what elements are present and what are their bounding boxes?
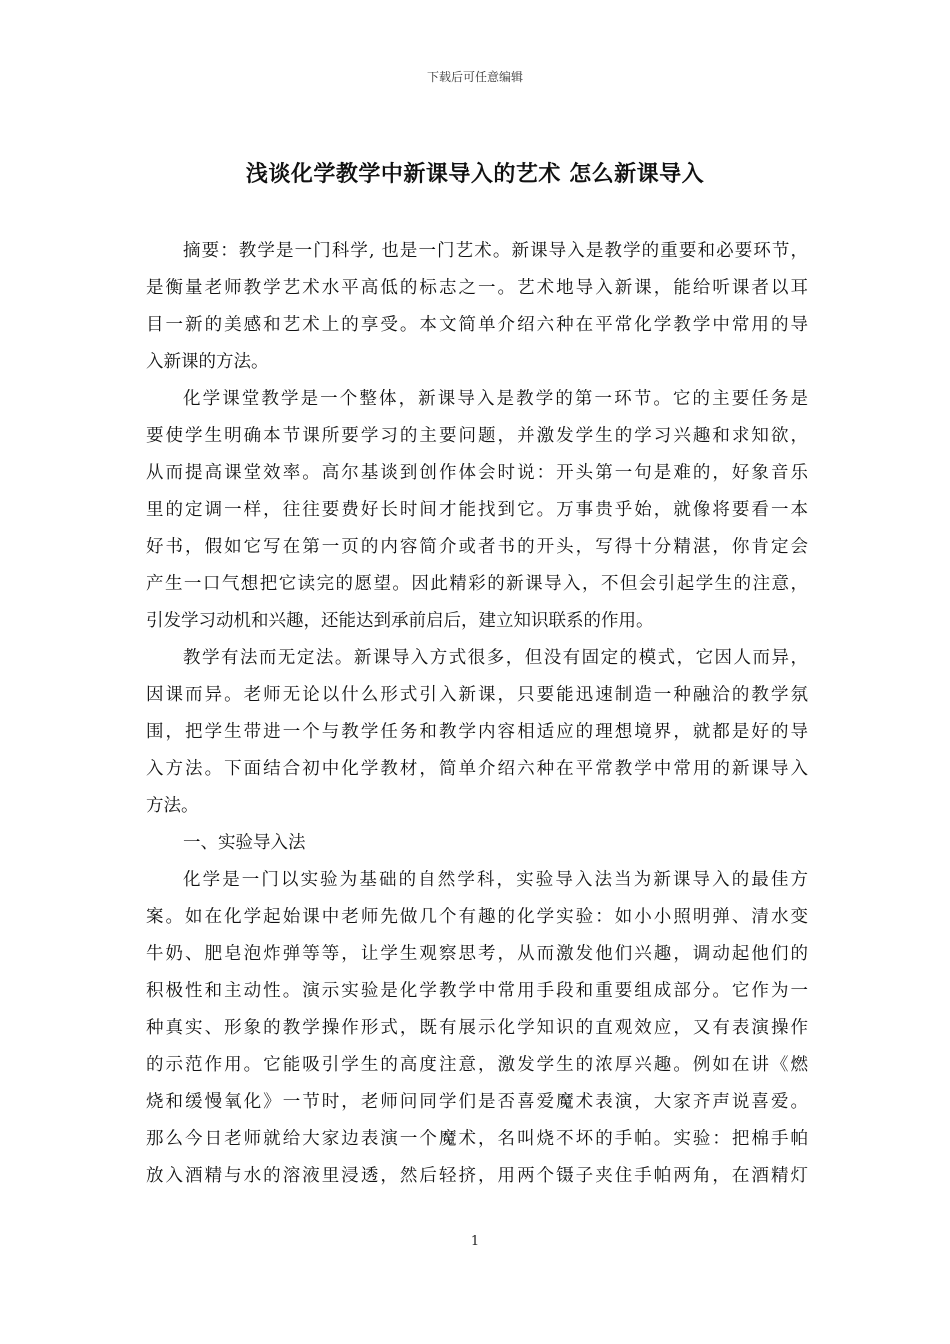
text-line: 化学课堂教学是一个整体，新课导入是教学的第一环节。它的主要任务是 [183, 389, 808, 409]
text-line: 的示范作用。它能吸引学生的高度注意，激发学生的浓厚兴趣。例如在讲《燃 [146, 1055, 808, 1075]
text-line: 因课而异。老师无论以什么形式引入新课，只要能迅速制造一种融洽的教学氛 [146, 685, 808, 705]
text-line: 案。如在化学起始课中老师先做几个有趣的化学实验：如小小照明弹、清水变 [146, 907, 808, 927]
document-title: 浅谈化学教学中新课导入的艺术 怎么新课导入 [245, 161, 705, 187]
text-line: 围，把学生带进一个与教学任务和教学内容相适应的理想境界，就都是好的导 [146, 722, 808, 742]
text-line: 种真实、形象的教学操作形式，既有展示化学知识的直观效应，又有表演操作 [146, 1018, 808, 1038]
text-line: 好书，假如它写在第一页的内容简介或者书的开头，写得十分精湛，你肯定会 [146, 537, 808, 557]
text-line: 方法。 [146, 796, 199, 816]
document-body [146, 233, 808, 1195]
text-line: 是衡量老师教学艺术水平高低的标志之一。艺术地导入新课，能给听课者以耳 [146, 278, 808, 298]
text-line: 放入酒精与水的溶液里浸透，然后轻挤，用两个镊子夹住手帕两角，在酒精灯 [146, 1166, 808, 1186]
text-line: 从而提高课堂效率。高尔基谈到创作体会时说：开头第一句是难的，好象音乐 [146, 463, 808, 483]
text-line: 摘要：教学是一门科学, 也是一门艺术。新课导入是教学的重要和必要环节， [183, 241, 808, 261]
text-line: 牛奶、肥皂泡炸弹等等，让学生观察思考，从而激发他们兴趣，调动起他们的 [146, 944, 808, 964]
text-line: 要使学生明确本节课所要学习的主要问题，并激发学生的学习兴趣和求知欲， [146, 426, 808, 446]
text-line: 积极性和主动性。演示实验是化学教学中常用手段和重要组成部分。它作为一 [146, 981, 808, 1001]
text-line: 那么今日老师就给大家边表演一个魔术，名叫烧不坏的手帕。实验：把棉手帕 [146, 1129, 808, 1149]
page-header: 下载后可任意编辑 [426, 70, 523, 84]
text-line: 一、实验导入法 [183, 833, 306, 853]
text-line: 引发学习动机和兴趣，还能达到承前启后，建立知识联系的作用。 [146, 611, 654, 631]
page-number: 1 [470, 1234, 480, 1249]
text-line: 化学是一门以实验为基础的自然学科，实验导入法当为新课导入的最佳方 [183, 870, 808, 890]
text-line: 教学有法而无定法。新课导入方式很多，但没有固定的模式，它因人而异， [183, 648, 808, 668]
text-line: 产生一口气想把它读完的愿望。因此精彩的新课导入，不但会引起学生的注意， [146, 574, 808, 594]
text-line: 入新课的方法。 [146, 352, 269, 372]
text-line: 烧和缓慢氧化》一节时，老师问同学们是否喜爱魔术表演，大家齐声说喜爱。 [146, 1092, 808, 1112]
text-line: 目一新的美感和艺术上的享受。本文简单介绍六种在平常化学教学中常用的导 [146, 315, 808, 335]
text-line: 里的定调一样，往往要费好长时间才能找到它。万事贵乎始，就像将要看一本 [146, 500, 808, 520]
text-line: 入方法。下面结合初中化学教材，简单介绍六种在平常教学中常用的新课导入 [146, 759, 808, 779]
